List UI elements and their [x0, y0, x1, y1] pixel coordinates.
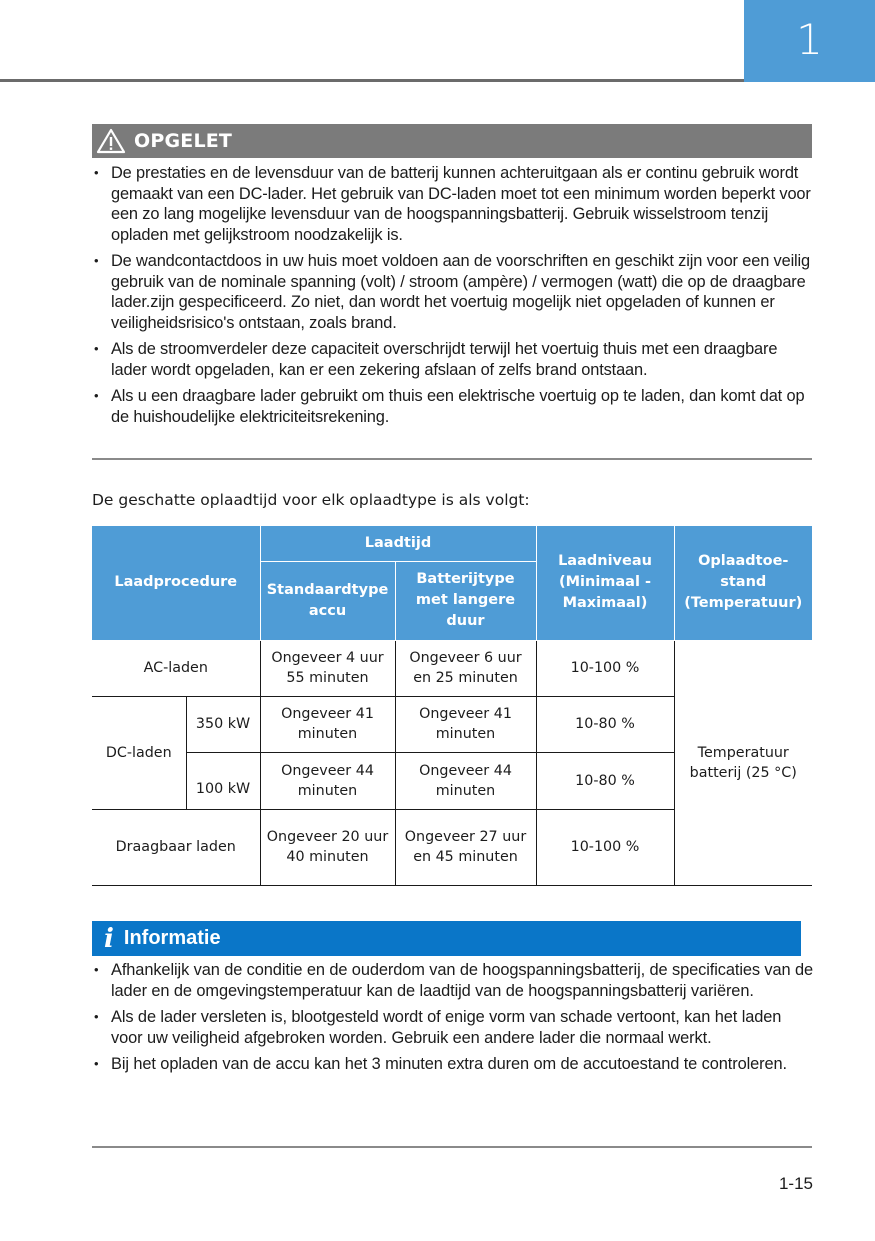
row-procedure: DC-laden — [92, 696, 186, 809]
row-standard: Ongeveer 20 uur 40 minuten — [260, 809, 395, 885]
row-procedure: Draagbaar laden — [92, 809, 260, 885]
table-row — [92, 640, 812, 696]
header-standard: Standaardtype accu — [260, 561, 395, 640]
header-rule — [0, 79, 744, 82]
row-long-life: Ongeveer 41 minuten — [395, 696, 536, 752]
row-condition: Temperatuur batterij (25 °C) — [674, 640, 812, 885]
header-charge-time: Laadtijd — [260, 526, 536, 561]
charging-time-table — [92, 526, 812, 886]
caution-end-rule — [92, 458, 812, 460]
row-power: 350 kW — [186, 696, 260, 752]
caution-item: • De wandcontactdoos in uw huis moet voldoen aan de voorschriften en geschikt zijn voor een veilig gebruik van de nominale spanning (volt) / stroom (ampère) / vermogen (watt) die op de draagbare lader.zijn gespecificeerd. Zo niet, dan wordt het voertuig mogelijk niet opgeladen of kunnen er veiligheidsrisico's ontstaan, zoals brand. — [92, 251, 816, 333]
row-standard: Ongeveer 41 minuten — [260, 696, 395, 752]
row-procedure: AC-laden — [92, 640, 260, 696]
caution-list — [92, 163, 816, 433]
warning-triangle-icon — [96, 128, 126, 154]
chapter-tab — [744, 0, 875, 82]
header-procedure: Laadprocedure — [92, 526, 260, 640]
row-standard: Ongeveer 44 minuten — [260, 752, 395, 809]
row-level: 10-100 % — [536, 640, 674, 696]
caution-item: • De prestaties en de levensduur van de batterij kunnen achteruitgaan als er continu gebruik wordt gemaakt van een DC-lader. Het gebruik van DC-laden moet tot een minimum worden beperkt voor een zo lang mogelijke levensduur van de hoogspanningsbatterij. Gebruik wisselstroom tenzij opladen met gelijkstroom noodzakelijk is. — [92, 163, 816, 245]
info-icon: i — [104, 923, 114, 954]
info-item: • Afhankelijk van de conditie en de ouderdom van de hoogspanningsbatterij, de specificaties van de lader en de omgevingstemperatuur kan de laadtijd van de hoogspanningsbatterij variëren. — [92, 960, 816, 1001]
info-item: • Als de lader versleten is, blootgesteld wordt of enige vorm van schade vertoont, kan het laden voor uw veiligheid afgebroken worden. Gebruik een andere lader die normaal werkt. — [92, 1007, 816, 1048]
info-list — [92, 960, 816, 1081]
info-end-rule — [92, 1146, 812, 1148]
caution-item: • Als u een draagbare lader gebruikt om thuis een elektrische voertuig op te laden, dan komt dat op de huishoudelijke elektriciteitsrekening. — [92, 386, 816, 427]
chapter-number: 1 — [796, 14, 823, 64]
row-power: 100 kW — [186, 752, 260, 809]
row-level: 10-80 % — [536, 696, 674, 752]
caution-header — [92, 124, 812, 158]
header-condition: Oplaadtoe-stand (Temperatuur) — [674, 526, 812, 640]
info-header — [92, 921, 801, 956]
intro-text: De geschatte oplaadtijd voor elk oplaadtype is als volgt: — [92, 491, 530, 509]
row-long-life: Ongeveer 27 uur en 45 minuten — [395, 809, 536, 885]
row-standard: Ongeveer 4 uur 55 minuten — [260, 640, 395, 696]
row-long-life: Ongeveer 6 uur en 25 minuten — [395, 640, 536, 696]
row-level: 10-80 % — [536, 752, 674, 809]
info-title: Informatie — [123, 927, 221, 949]
caution-item: • Als de stroomverdeler deze capaciteit overschrijdt terwijl het voertuig thuis met een draagbare lader wordt opgeladen, kan er een zekering afslaan of zelfs brand ontstaan. — [92, 339, 816, 380]
row-long-life: Ongeveer 44 minuten — [395, 752, 536, 809]
page-number: 1-15 — [778, 1174, 813, 1193]
caution-title: OPGELET — [134, 130, 233, 152]
row-level: 10-100 % — [536, 809, 674, 885]
info-item: • Bij het opladen van de accu kan het 3 minuten extra duren om de accutoestand te controleren. — [92, 1054, 816, 1075]
header-level: Laadniveau (Minimaal - Maximaal) — [536, 526, 674, 640]
header-long-life: Batterijtype met langere duur — [395, 561, 536, 640]
